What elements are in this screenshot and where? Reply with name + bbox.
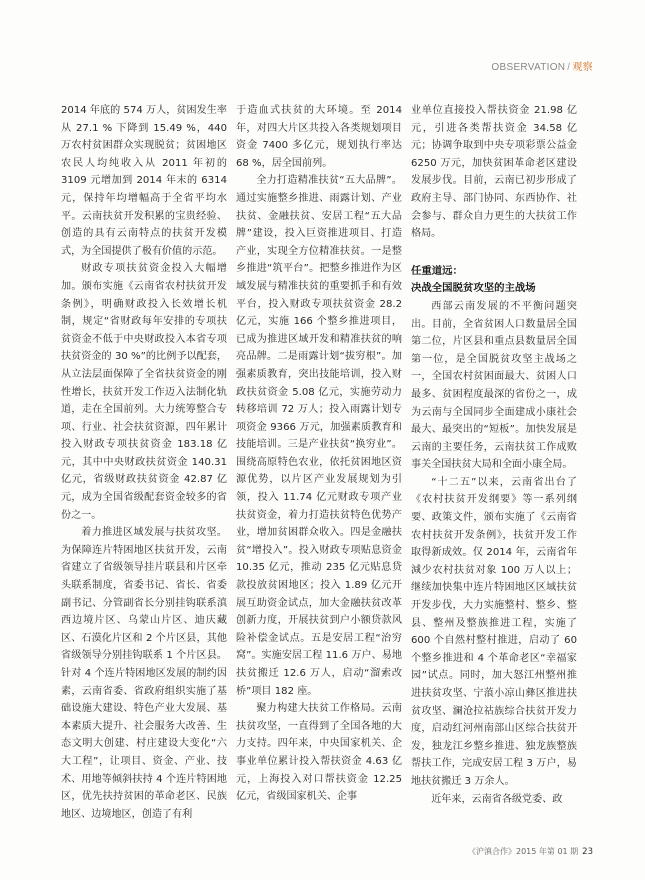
header-en: OBSERVATION (491, 62, 566, 73)
paragraph: 2014 年底的 574 万人，贫困发生率从 27.1 % 下降到 15.49 %，440 万农村贫困群众实现脱贫；贫困地区农民人均纯收入从 2011 年初的 3109 元增加到 2014 年末的 6314 元，保持年均增幅高于全省平均水平。云南扶贫开发积累的宝贵经验、创造的具有云南特点的扶贫开发模式，为全国提供了极有价值的示范。 (61, 105, 227, 257)
page-footer (468, 846, 593, 857)
page-number: 23 (582, 847, 593, 857)
text-column-2 (236, 102, 402, 806)
paragraph: 聚力构建大扶贫工作格局。云南扶贫攻坚，一直得到了全国各地的大力支持。四年来，中央国家机关、企事业单位累计投入帮扶资金 4.63 亿元，上海投入对口帮扶资金 12.25 亿元，省级国家机关、企事 (236, 703, 402, 803)
text-column-1 (61, 102, 227, 823)
section-subtitle: 决战全国脱贫攻坚的主战场 (411, 282, 536, 295)
paragraph: 近年来，云南省各级党委、政 (431, 793, 563, 805)
header-zh: 观察 (572, 62, 593, 73)
header-separator: / (567, 62, 571, 73)
paragraph: 着力推进区域发展与扶贫攻坚。为保障连片特困地区扶贫开发，云南省建立了省级领导挂片联县和片区牵头联系制度，省委书记、省长、省委副书记、分管副省长分别挂钩联系滇西边境片区、乌蒙山片区、迪庆藏区、石漠化片区和 2 个片区县，其他省级领导分别挂钩联系 1 个片区县。针对 4 个连片特困地区发展的制约因素，云南省委、省政府组织实施了基础设施大建设、特色产业大发展、基本素质大提升、社会服务大改善、生态文明大创建、村庄建设大变化“六大工程”，让项目、资金、产业、技术、用地等倾斜扶持 4 个连片特困地区，优先扶持贫困的革命老区、民族地区、边境地区，创造了有利 (61, 527, 227, 820)
paragraph: “十二五”以来，云南省出台了《农村扶贫开发纲要》等一系列纲要、政策文件，颁布实施了《云南省农村扶贫开发条例》，扶贫开发工作取得新成效。仅 2014 年，云南省年減少农村扶贫对象 100 万人以上；继续加快集中连片特困地区区域扶贫开发步伐，大力实施整村、整乡、整县、整州及整族推进工程，实施了 600 个自然村整村推进，启动了 60 个整乡推进和 4 个革命老区“幸福家园”试点。同时，加大怒江州整州推进扶贫攻坚、宁蒗小凉山彝区推进扶贫攻坚、澜沧拉祜族综合扶贫开发力度，启动红河州南部山区综合扶贫开发，独龙江乡整乡推进、独龙族整族帮扶工作，完成安居工程 3 万户，易地扶贫搬迁 3 万余人。 (411, 476, 577, 787)
text-column-3 (411, 102, 577, 808)
section-title: 任重道远： (411, 264, 463, 277)
column-3-top (411, 102, 577, 243)
column-3-bottom (411, 298, 577, 808)
section-header (491, 58, 593, 73)
paragraph: 业单位直接投入帮扶资金 21.98 亿元，引进各类帮扶资金 34.58 亿元；协调争取到中央专项彩票公益金 6250 万元，加快贫困革命老区建设发展步伐。目前，云南已初步形成了政府主导、部门协同、东西协作、社会参与、群众自力更生的大扶贫工作格局。 (411, 105, 577, 240)
paragraph: 财政专项扶贫资金投入大幅增加。颁布实施《云南省农村扶贫开发条例》，明确财政投入长效增长机制，规定“省财政每年安排的专项扶贫资金不低于中央财政投入本省专项扶贫资金的 30 %”的比例予以配套，从立法层面保障了全省扶贫资金的刚性增长，扶贫开发工作迈入法制化轨道，走在全国前列。大力统筹整合专项、行业、社会扶贫资源，四年累计投入财政专项扶贫资金 183.18 亿元，其中中央财政扶贫资金 140.31 亿元，省级财政扶贫资金 42.87 亿元，成为全国省级配套资金较多的省份之一。 (61, 263, 227, 521)
magazine-issue: 《沪滇合作》2015 年第 01 期 (468, 847, 579, 856)
paragraph: 全力打造精准扶贫“五大品牌”。通过实施整乡推进、雨露计划、产业扶贫、金融扶贫、安居工程“五大品牌”建设，投入巨资推进项目、打造产业，实现全方位精准扶贫。一是整乡推进“筑平台”。把整乡推进作为区域发展与精准扶贫的重要抓手和有效平台，投入财政专项扶贫资金 28.2 亿元，实施 166 个整乡推进项目，已成为推进区域开发和精准扶贫的响亮品牌。二是雨露计划“拔穷根”。加强素质教育，突出技能培训，投入财政扶贫资金 5.08 亿元，实施劳动力转移培训 72 万人；投入雨露计划专项资金 9366 万元，加强素质教育和技能培训。三是产业扶贫“换穷业”。围绕高原特色农业，依托贫困地区资源优势，以片区产业发展规划为引领，投入 11.74 亿元财政专项产业扶贫资金，着力打造扶贫特色优势产业，增加贫困群众收入。四是金融扶贫“增投入”。投入财政专项贴息资金 10.35 亿元，推动 235 亿元贴息贷款投放贫困地区；投入 1.89 亿元开展互助资金试点，加大金融扶贫改革创新力度，开展扶贫到户小额贷款风险补偿金试点。五是安居工程“治穷窝”。实施安居工程 11.6 万户、易地扶贫搬迁 12.6 万人，启动“溜索改桥”项目 182 座。 (236, 175, 402, 697)
paragraph: 于造血式扶贫的大环境。至 2014 年，对四大片区共投入各类规划项目资金 7400 多亿元，规划执行率达 68 %，居全国前列。 (236, 105, 402, 169)
paragraph: 西部云南发展的不平衡问题突出。目前，全省贫困人口数量居全国第二位，片区县和重点县数量居全国第一位，是全国脱贫攻坚主战场之一，全国农村贫困面最大、贫困人口最多、贫困程度最深的省份之一，成为云南与全国同步全面建成小康社会最大、最突出的“短板”。加快发展是云南的主要任务，云南扶贫工作成败事关全国扶贫大局和全面小康全局。 (411, 300, 577, 471)
